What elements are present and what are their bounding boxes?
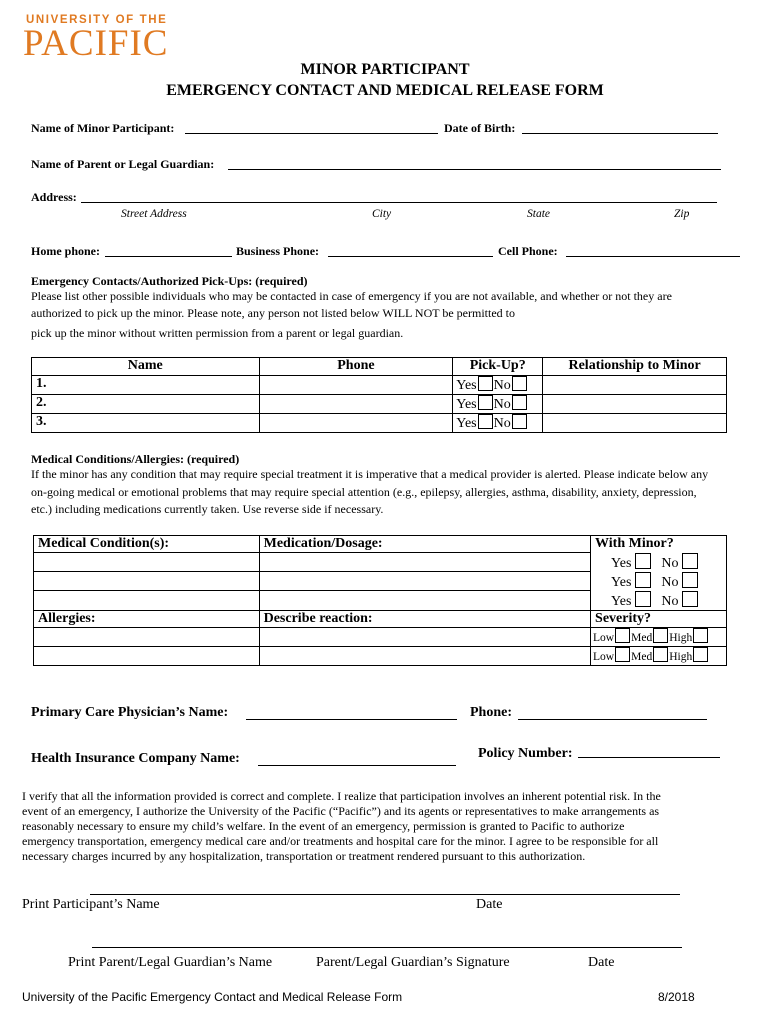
with-minor-yes-checkbox[interactable]	[635, 572, 651, 588]
emergency-text-1: Please list other possible individuals who may be contacted in case of emergency if you are not available, and whether or not they are	[31, 289, 672, 303]
verify-line-2: event of an emergency, I authorize the University of the Pacific (“Pacific”) and its agents or representatives to make arrangements as	[22, 804, 660, 818]
contact-row[interactable]	[32, 376, 727, 395]
emergency-header-row	[32, 358, 727, 376]
severity-low-checkbox[interactable]	[615, 628, 630, 643]
physician-phone-field[interactable]	[518, 719, 707, 720]
reaction-cell[interactable]	[259, 627, 590, 646]
contact-row-number: 1.	[32, 376, 260, 395]
medical-text-2: on-going medical or emotional problems that may require special attention (e.g., epilepsy, allergies, asthma, disability, anxiety, depression,	[31, 485, 697, 499]
with-minor-yes-checkbox[interactable]	[635, 591, 651, 607]
pickup-no-label: No	[493, 416, 511, 431]
print-guardian-label: Print Parent/Legal Guardian’s Name	[68, 955, 273, 970]
logo-pacific-text: PACIFIC	[23, 23, 169, 64]
severity-med-label: Med	[631, 631, 653, 644]
cell-phone-label: Cell Phone:	[498, 244, 558, 258]
pickup-yes-checkbox[interactable]	[478, 414, 493, 429]
street-address-caption: Street Address	[121, 208, 187, 220]
with-minor-yes-label: Yes	[611, 574, 632, 590]
emergency-heading: Emergency Contacts/Authorized Pick-Ups: (required)	[31, 274, 308, 288]
verify-line-1: I verify that all the information provided is correct and complete. I realize that participation involves an inherent potential risk. In the	[22, 789, 661, 803]
medical-conditions-table	[33, 535, 727, 666]
medication-cell[interactable]	[259, 591, 590, 611]
pickup-no-label: No	[493, 378, 511, 393]
severity-cell	[591, 627, 727, 646]
print-participant-label: Print Participant’s Name	[22, 897, 160, 912]
emergency-text-3: pick up the minor without written permission from a parent or legal guardian.	[31, 326, 404, 340]
pickup-no-checkbox[interactable]	[512, 414, 527, 429]
with-minor-no-checkbox[interactable]	[682, 553, 698, 569]
business-phone-field[interactable]	[328, 256, 493, 257]
state-caption: State	[527, 208, 550, 220]
emergency-text-2: authorized to pick up the minor. Please note, any person not listed below WILL NOT be permitted to	[31, 306, 516, 320]
col-relationship-header: Relationship to Minor	[543, 358, 727, 376]
col-phone-header: Phone	[259, 358, 453, 376]
form-title-line1: MINOR PARTICIPANT	[300, 61, 470, 78]
condition-row[interactable]	[34, 572, 727, 591]
pickup-cell	[453, 376, 543, 395]
verify-line-4: emergency transportation, emergency medical care and/or treatments and hospital care for the minor. I agree to be responsible for all	[22, 834, 659, 848]
reaction-cell[interactable]	[259, 646, 590, 665]
medication-header: Medication/Dosage:	[259, 536, 590, 553]
contact-phone-cell[interactable]	[259, 414, 453, 433]
contact-row-number: 2.	[32, 395, 260, 414]
medication-cell[interactable]	[259, 553, 590, 572]
city-caption: City	[372, 208, 392, 220]
guardian-name-label: Name of Parent or Legal Guardian:	[31, 157, 215, 171]
insurance-label: Health Insurance Company Name:	[31, 751, 240, 766]
condition-cell[interactable]	[34, 553, 260, 572]
severity-high-checkbox[interactable]	[693, 647, 708, 662]
footer-revision-date: 8/2018	[658, 990, 695, 1004]
minor-name-field[interactable]	[185, 133, 438, 134]
contact-row-number: 3.	[32, 414, 260, 433]
minor-name-label: Name of Minor Participant:	[31, 121, 175, 135]
severity-high-checkbox[interactable]	[693, 628, 708, 643]
allergy-row[interactable]	[34, 627, 727, 646]
pickup-no-checkbox[interactable]	[512, 395, 527, 410]
physician-name-field[interactable]	[246, 719, 457, 720]
allergies-header: Allergies:	[34, 610, 260, 627]
reaction-header: Describe reaction:	[259, 610, 590, 627]
guardian-name-field[interactable]	[228, 169, 721, 170]
footer-form-title: University of the Pacific Emergency Contact and Medical Release Form	[22, 990, 403, 1004]
pickup-no-label: No	[493, 397, 511, 412]
allergy-cell[interactable]	[34, 646, 260, 665]
emergency-contacts-table	[31, 357, 727, 433]
verify-line-3: reasonably necessary to ensure my child’s welfare. In the event of an emergency, permission is granted to Pacific to authorize	[22, 819, 625, 833]
severity-med-checkbox[interactable]	[653, 628, 668, 643]
pickup-cell	[453, 395, 543, 414]
contact-row[interactable]	[32, 414, 727, 433]
pickup-no-checkbox[interactable]	[512, 376, 527, 391]
severity-low-label: Low	[593, 650, 615, 663]
with-minor-cell	[591, 572, 727, 591]
condition-row[interactable]	[34, 553, 727, 572]
contact-phone-cell[interactable]	[259, 376, 453, 395]
policy-number-field[interactable]	[578, 757, 720, 758]
condition-cell[interactable]	[34, 572, 260, 591]
logo-university-text: UNIVERSITY OF THE	[26, 14, 168, 26]
contact-relationship-cell[interactable]	[543, 376, 727, 395]
zip-caption: Zip	[674, 208, 690, 220]
col-pickup-header: Pick-Up?	[453, 358, 543, 376]
allergy-row[interactable]	[34, 646, 727, 665]
form-title-line2: EMERGENCY CONTACT AND MEDICAL RELEASE FORM	[166, 82, 604, 99]
with-minor-header: With Minor?	[591, 536, 727, 553]
severity-low-checkbox[interactable]	[615, 647, 630, 662]
with-minor-no-checkbox[interactable]	[682, 572, 698, 588]
severity-high-label: High	[669, 650, 693, 663]
with-minor-no-checkbox[interactable]	[682, 591, 698, 607]
contact-relationship-cell[interactable]	[543, 414, 727, 433]
severity-high-label: High	[669, 631, 693, 644]
guardian-signature-line[interactable]	[92, 947, 682, 948]
with-minor-yes-label: Yes	[611, 593, 632, 609]
guardian-signature-label: Parent/Legal Guardian’s Signature	[316, 955, 510, 970]
medical-text-3: etc.) including medications currently taken. Use reverse side if necessary.	[31, 502, 384, 516]
insurance-name-field[interactable]	[258, 765, 456, 766]
home-phone-label: Home phone:	[31, 244, 100, 258]
policy-number-label: Policy Number:	[478, 746, 573, 761]
contact-relationship-cell[interactable]	[543, 395, 727, 414]
cell-phone-field[interactable]	[566, 256, 740, 257]
with-minor-yes-checkbox[interactable]	[635, 553, 651, 569]
with-minor-no-label: No	[661, 555, 679, 571]
with-minor-cell	[591, 591, 727, 611]
medical-condition-header: Medical Condition(s):	[34, 536, 260, 553]
with-minor-no-label: No	[661, 574, 679, 590]
pickup-yes-checkbox[interactable]	[478, 376, 493, 391]
address-label: Address:	[31, 190, 77, 204]
home-phone-field[interactable]	[105, 256, 232, 257]
dob-field[interactable]	[522, 133, 718, 134]
physician-phone-label: Phone:	[470, 705, 512, 720]
col-name-header: Name	[32, 358, 260, 376]
participant-signature-line[interactable]	[90, 894, 680, 895]
dob-label: Date of Birth:	[444, 121, 516, 135]
severity-low-label: Low	[593, 631, 615, 644]
participant-date-label: Date	[476, 897, 503, 912]
medical-text-1: If the minor has any condition that may require special treatment it is imperative that a medical provider is alerted. Please indicate below any	[31, 467, 709, 481]
pickup-yes-label: Yes	[456, 397, 477, 412]
pickup-yes-label: Yes	[456, 416, 477, 431]
with-minor-no-label: No	[661, 593, 679, 609]
pickup-yes-label: Yes	[456, 378, 477, 393]
severity-med-checkbox[interactable]	[653, 647, 668, 662]
pickup-yes-checkbox[interactable]	[478, 395, 493, 410]
medication-cell[interactable]	[259, 572, 590, 591]
condition-cell[interactable]	[34, 591, 260, 611]
severity-header: Severity?	[591, 610, 727, 627]
guardian-date-label: Date	[588, 955, 615, 970]
severity-cell	[591, 646, 727, 665]
pickup-cell	[453, 414, 543, 433]
contact-phone-cell[interactable]	[259, 395, 453, 414]
condition-row[interactable]	[34, 591, 727, 611]
medical-heading: Medical Conditions/Allergies: (required)	[31, 452, 240, 466]
address-field[interactable]	[81, 202, 717, 203]
verify-line-5: necessary charges incurred by any hospitalization, transportation or treatment rendered pursuant to this authorization.	[22, 849, 586, 863]
physician-label: Primary Care Physician’s Name:	[31, 705, 229, 720]
allergy-cell[interactable]	[34, 627, 260, 646]
with-minor-cell	[591, 553, 727, 572]
severity-med-label: Med	[631, 650, 653, 663]
with-minor-yes-label: Yes	[611, 555, 632, 571]
contact-row[interactable]	[32, 395, 727, 414]
business-phone-label: Business Phone:	[236, 244, 320, 258]
